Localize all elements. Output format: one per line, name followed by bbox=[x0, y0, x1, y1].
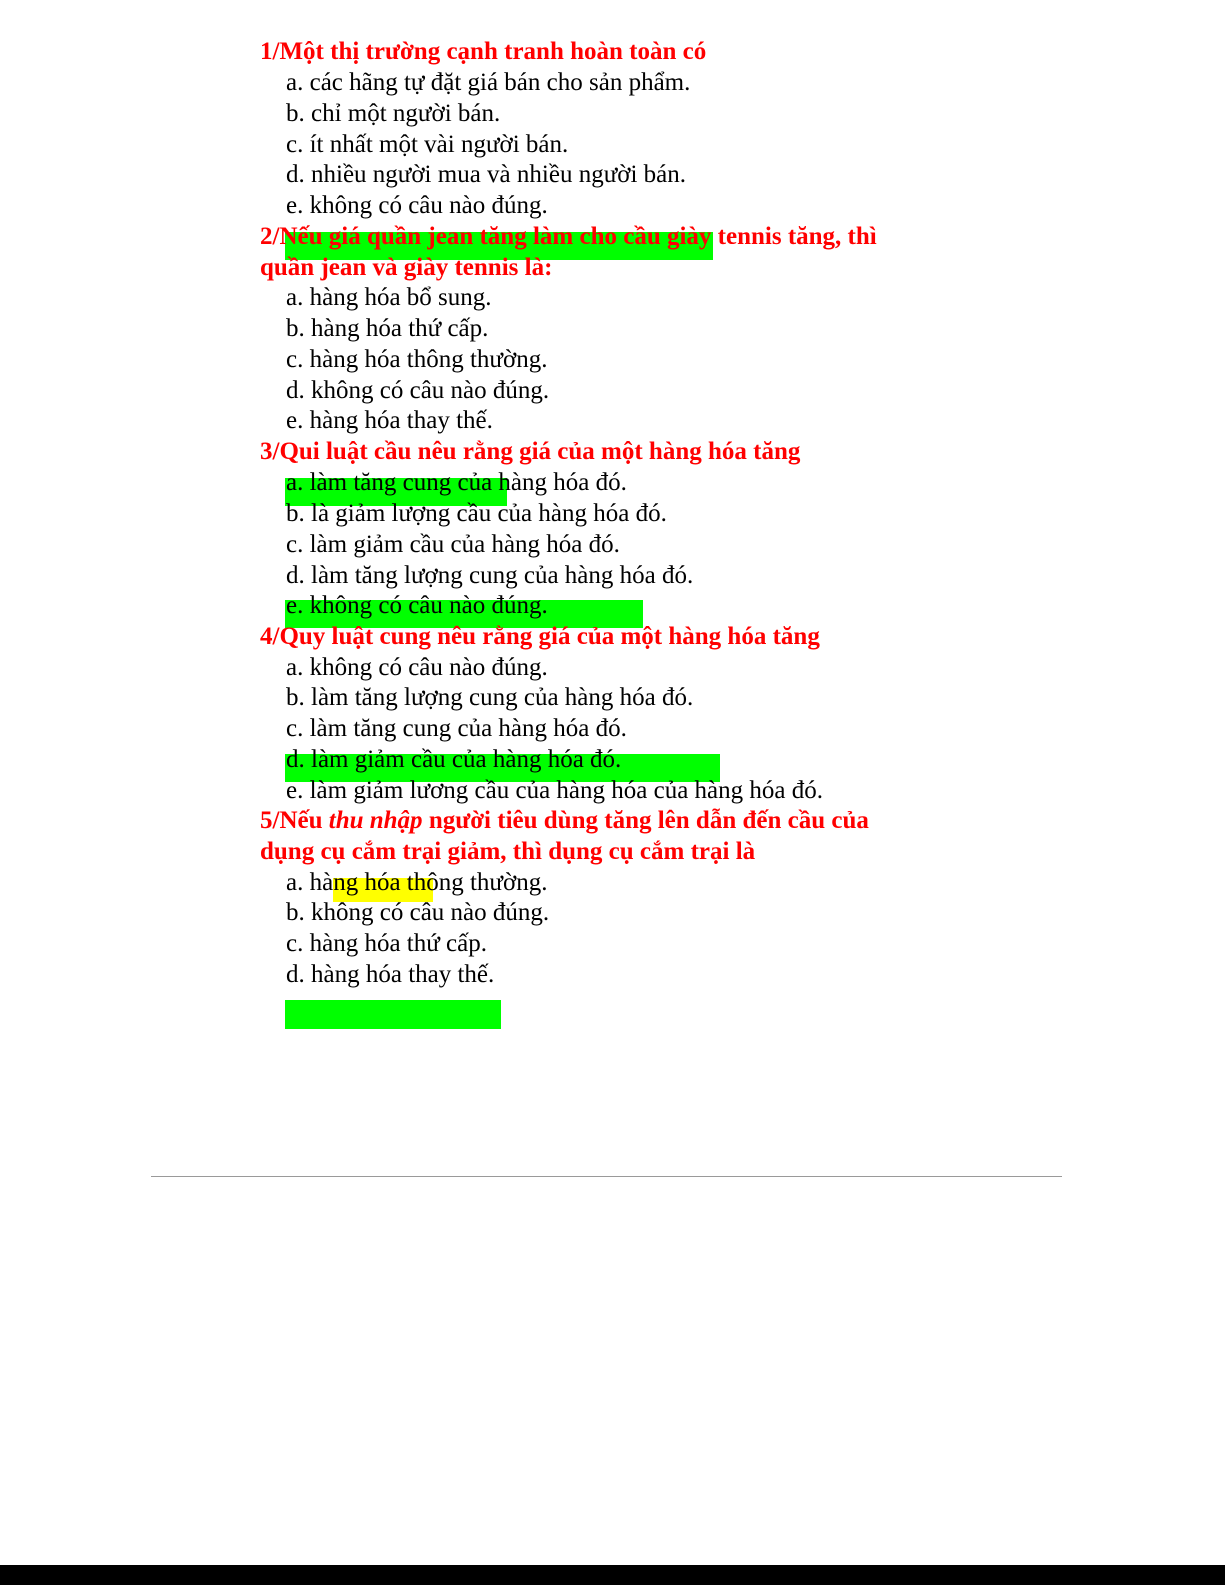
page-divider bbox=[151, 1176, 1062, 1177]
bottom-edge-bar bbox=[0, 1565, 1225, 1585]
q3-option-e: e. không có câu nào đúng. bbox=[286, 592, 548, 619]
q3-option-c: c. làm giảm cầu của hàng hóa đó. bbox=[286, 531, 620, 558]
q5-title-pre: 5/Nếu bbox=[260, 807, 329, 834]
q2-option-d: d. không có câu nào đúng. bbox=[286, 377, 550, 404]
highlight-empty-block bbox=[285, 1000, 501, 1029]
q4-option-c: c. làm tăng cung của hàng hóa đó. bbox=[286, 715, 627, 742]
q4-option-e: e. làm giảm lương cầu của hàng hóa của hàng hóa đó. bbox=[286, 777, 823, 804]
q2-option-e: e. hàng hóa thay thế. bbox=[286, 407, 493, 434]
q4-option-a: a. không có câu nào đúng. bbox=[286, 654, 548, 681]
q2-option-c: c. hàng hóa thông thường. bbox=[286, 346, 548, 373]
q2-option-b: b. hàng hóa thứ cấp. bbox=[286, 315, 489, 342]
q4-option-b: b. làm tăng lượng cung của hàng hóa đó. bbox=[286, 684, 694, 711]
q5-title-post: người tiêu dùng tăng lên dẫn đến cầu của bbox=[422, 807, 869, 834]
question-2-title-line1: 2/Nếu giá quần jean tăng làm cho cầu giày tennis tăng, thì bbox=[260, 223, 877, 250]
q5-title-italic: thu nhập bbox=[328, 807, 423, 834]
question-3-title: 3/Qui luật cầu nêu rằng giá của một hàng hóa tăng bbox=[260, 438, 801, 465]
q1-option-d: d. nhiều người mua và nhiều người bán. bbox=[286, 161, 686, 188]
q3-option-b: b. là giảm lượng cầu của hàng hóa đó. bbox=[286, 500, 667, 527]
question-4-title: 4/Quy luật cung nêu rằng giá của một hàng hóa tăng bbox=[260, 623, 820, 650]
question-5-title-line1 bbox=[260, 805, 869, 836]
question-2-title-line2: quần jean và giày tennis là: bbox=[260, 254, 553, 281]
q1-option-e: e. không có câu nào đúng. bbox=[286, 192, 548, 219]
q1-option-b: b. chỉ một người bán. bbox=[286, 100, 501, 127]
question-1-title: 1/Một thị trường cạnh tranh hoàn toàn có bbox=[260, 38, 707, 65]
q1-option-c: c. ít nhất một vài người bán. bbox=[286, 131, 569, 158]
q2-option-a: a. hàng hóa bổ sung. bbox=[286, 284, 492, 311]
q3-option-d: d. làm tăng lượng cung của hàng hóa đó. bbox=[286, 562, 694, 589]
question-5-title-line2: dụng cụ cắm trại giảm, thì dụng cụ cắm trại là bbox=[260, 838, 756, 865]
q5-option-a: a. hàng hóa thông thường. bbox=[286, 869, 548, 896]
q5-option-b: b. không có câu nào đúng. bbox=[286, 899, 550, 926]
q1-option-a: a. các hãng tự đặt giá bán cho sản phẩm. bbox=[286, 69, 691, 96]
q5-option-d: d. hàng hóa thay thế. bbox=[286, 961, 495, 988]
q4-option-d: d. làm giảm cầu của hàng hóa đó. bbox=[286, 746, 622, 773]
q3-option-a: a. làm tăng cung của hàng hóa đó. bbox=[286, 469, 627, 496]
q5-option-c: c. hàng hóa thứ cấp. bbox=[286, 930, 487, 957]
